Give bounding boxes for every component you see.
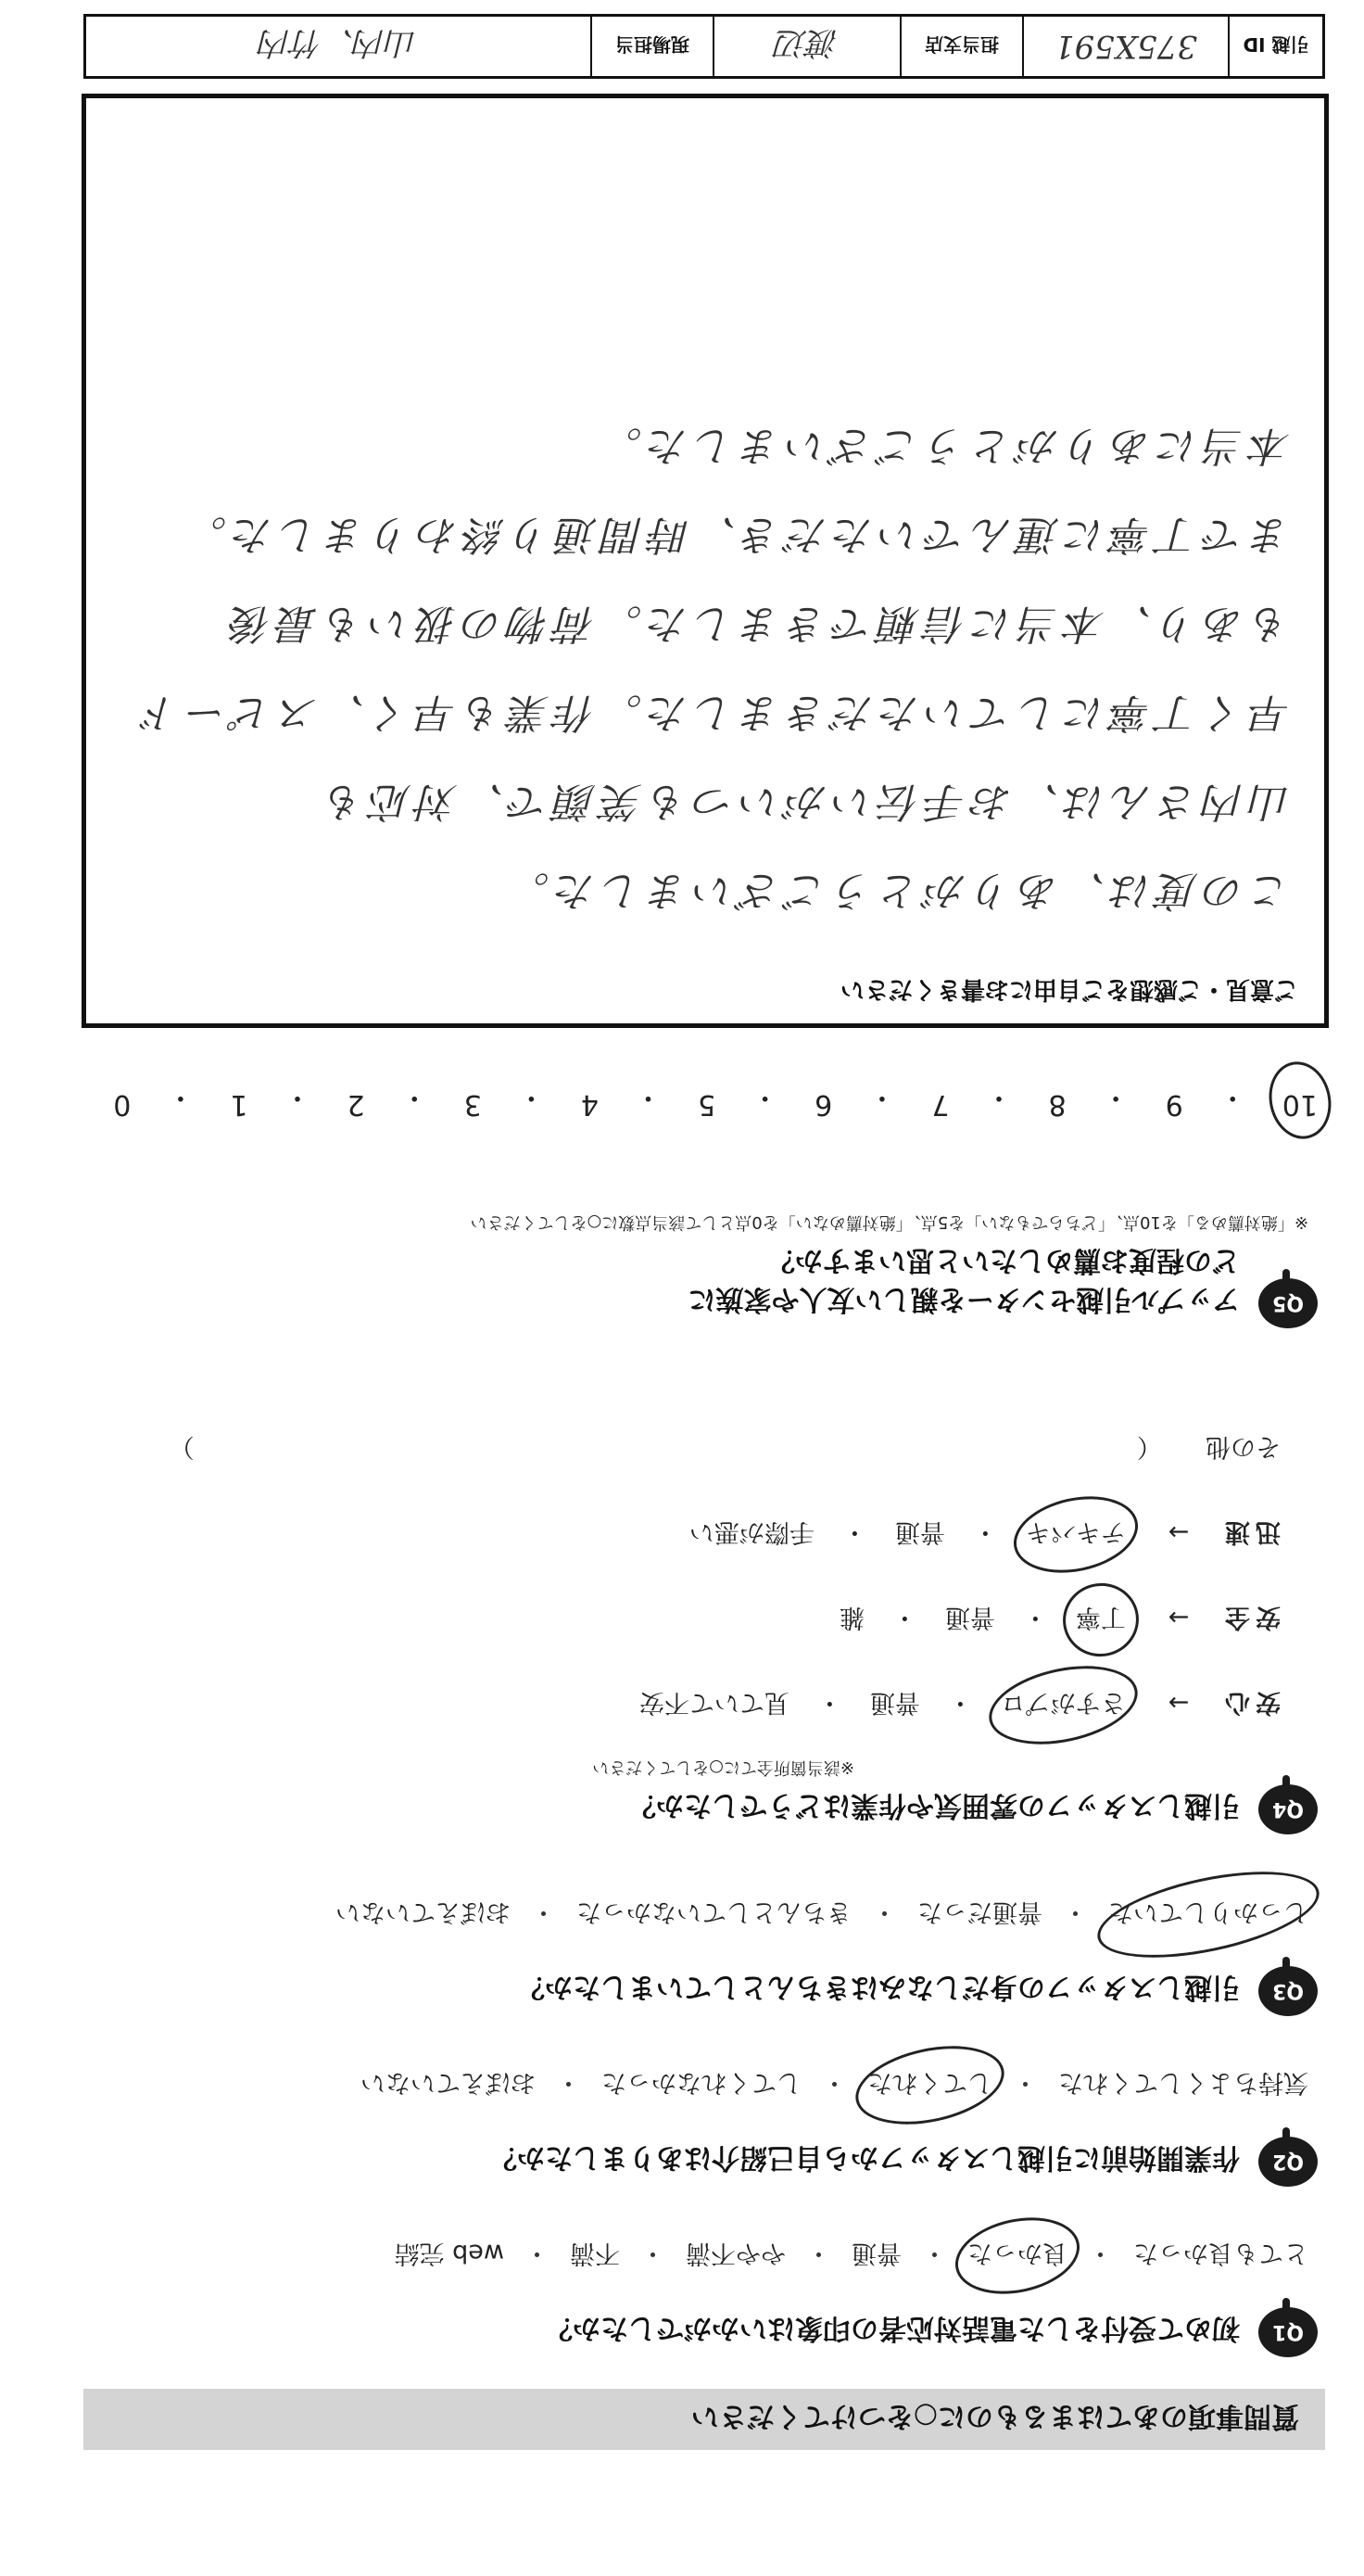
q4-choice[interactable]: 見ていて不安 [638, 1688, 789, 1717]
q3-option[interactable]: 普通だった [917, 1897, 1042, 1926]
q5-badge: Q5 [1258, 1278, 1318, 1328]
q1-options: とても良かった ・ 良かった ・ 普通 ・ やや不満 ・ 不満 ・ web 完結 [395, 2238, 1308, 2274]
branch-value[interactable]: 渡辺 [713, 17, 900, 76]
id-label: 引越 ID [1228, 17, 1322, 76]
q1-option-selected[interactable]: 良かった [967, 2238, 1067, 2274]
q4-other-close: ） [169, 1432, 195, 1461]
q2-option-selected[interactable]: してくれた [867, 2067, 992, 2103]
scale-option[interactable]: 3 [463, 1088, 482, 1121]
q5-text-line2: どの程度お薦めしたいと思いますか？ [767, 1244, 1240, 1276]
staff-label: 現場担当 [590, 17, 713, 76]
q3-option[interactable]: おぼえていない [335, 1897, 511, 1926]
scale-option[interactable]: 7 [931, 1088, 950, 1121]
q2-option[interactable]: 気持ちよくしてくれた [1058, 2068, 1308, 2097]
q2-option[interactable]: してくれなかった [601, 2068, 802, 2097]
comment-line: もあり、本当に信頼できました。荷物の扱いも最後 [225, 600, 1291, 647]
q4-choice[interactable]: 普通 [944, 1603, 995, 1631]
q5-scale: 10 ・ 9 ・ 8 ・ 7 ・ 6 ・ 5 ・ 4 ・ 3 ・ 2 ・ 1 ・ 0 [113, 1081, 1318, 1121]
q4-choice[interactable]: 普通 [894, 1517, 945, 1546]
handwritten-comment [114, 400, 1291, 934]
q1-option[interactable]: とても良かった [1133, 2239, 1308, 2267]
id-table [83, 14, 1325, 79]
q1-option[interactable]: 不満 [570, 2239, 620, 2267]
q1-option[interactable]: web 完結 [394, 2239, 504, 2267]
scale-option[interactable]: 0 [113, 1088, 132, 1121]
q4-row-other [76, 1431, 1281, 1467]
survey-instruction-header [83, 2389, 1325, 2450]
scale-option[interactable]: 9 [1165, 1088, 1183, 1121]
scale-option[interactable]: 4 [580, 1088, 599, 1121]
q4-row-arrow: → [1168, 1603, 1190, 1631]
q4-row-arrow: → [1168, 1517, 1190, 1546]
q3-option-selected[interactable]: しっかりしていた [1108, 1897, 1308, 1933]
q2-option[interactable]: おぼえていない [360, 2068, 536, 2097]
comment-box[interactable] [82, 94, 1329, 1028]
q4-row-arrow: → [1168, 1688, 1190, 1717]
scale-option[interactable]: 8 [1048, 1088, 1067, 1121]
comment-line: まで丁寧に運んでいただき、時間通り終わりました。 [180, 511, 1291, 558]
q4-choice[interactable]: 普通 [869, 1688, 920, 1717]
q2-options: 気持ちよくしてくれた ・ してくれた ・ してくれなかった ・ おぼえていない [360, 2067, 1308, 2103]
q1-option[interactable]: 普通 [852, 2239, 902, 2267]
comment-line: この度は、ありがとうございました。 [503, 867, 1291, 914]
q4-row-category: 安心 [1219, 1688, 1281, 1717]
scale-option[interactable]: 2 [347, 1088, 365, 1121]
comment-title: ご意見・ご感想をご自由にお書きください [840, 975, 1298, 1003]
scale-option[interactable]: 6 [815, 1088, 833, 1121]
q4-note: ※該当箇所全てに○をしてください [592, 1758, 854, 1777]
q2-text: 作業開始前に引越しスタッフから自己紹介はありましたか？ [489, 2141, 1240, 2174]
q4-row-anshin: 安心 → さすがプロ ・ 普通 ・ 見ていて不安 [76, 1687, 1281, 1723]
q3-badge: Q3 [1258, 1966, 1318, 2016]
staff-value[interactable]: 山内、竹内 [259, 24, 417, 62]
q1-badge: Q1 [1258, 2307, 1318, 2357]
id-value[interactable]: 375X591 [1022, 17, 1228, 76]
comment-line: 山内さんは、お手伝いがいつも笑顔で、対応も [318, 778, 1291, 825]
q4-other-label: その他 [1206, 1432, 1281, 1461]
q4-row-category: 迅速 [1219, 1517, 1281, 1546]
q4-choice-selected[interactable]: テキパキ [1026, 1516, 1126, 1553]
q4-choice-selected[interactable]: さすがプロ [1001, 1687, 1126, 1723]
q1-option[interactable]: やや不満 [686, 2239, 786, 2267]
q3-options: しっかりしていた ・ 普通だった ・ きちんとしていなかった ・ おぼえていない [335, 1897, 1308, 1933]
branch-label: 担当支店 [900, 17, 1022, 76]
q4-badge: Q4 [1258, 1784, 1318, 1834]
comment-line: 本当にありがとうございました。 [596, 422, 1291, 469]
q1-text: 初めて受付をした電話対応者の印象はいかがでしたか？ [545, 2312, 1240, 2344]
q4-row-anzen: 安全 → 丁寧 ・ 普通 ・ 雑 [76, 1602, 1281, 1638]
q2-badge: Q2 [1258, 2137, 1318, 2187]
q3-option[interactable]: きちんとしていなかった [576, 1897, 852, 1926]
q5-text-line1: アップル引越センターを親しい友人や家族に [688, 1283, 1240, 1315]
q4-row-category: 安全 [1219, 1603, 1281, 1631]
q4-choice-selected[interactable]: 丁寧 [1076, 1602, 1126, 1638]
scale-option[interactable]: 1 [230, 1088, 248, 1121]
q3-text: 引越しスタッフの身だしなみはきちんとしていましたか？ [517, 1971, 1240, 2003]
q4-row-jinsoku: 迅速 → テキパキ ・ 普通 ・ 手際が悪い [76, 1516, 1281, 1553]
q4-choice[interactable]: 手際が悪い [688, 1517, 815, 1546]
comment-line: 早く丁寧にしていただきました。作業も早く、スピード [134, 689, 1291, 736]
q4-text: 引越しスタッフの雰囲気や作業はどうでしたか？ [628, 1789, 1240, 1821]
survey-instruction: 質問事項のあてはまるものに○をつけてください [690, 2400, 1299, 2432]
q4-other-open: （ [1136, 1432, 1162, 1461]
scale-option-selected[interactable]: 10 [1282, 1080, 1318, 1121]
scale-option[interactable]: 5 [698, 1088, 716, 1121]
q5-note: ※「絶対薦める」を10点、「どちらでもない」を5点、「絶対薦めない」を0点として該当点数に○をしてください [470, 1212, 1308, 1232]
q4-choice[interactable]: 雑 [839, 1603, 865, 1631]
